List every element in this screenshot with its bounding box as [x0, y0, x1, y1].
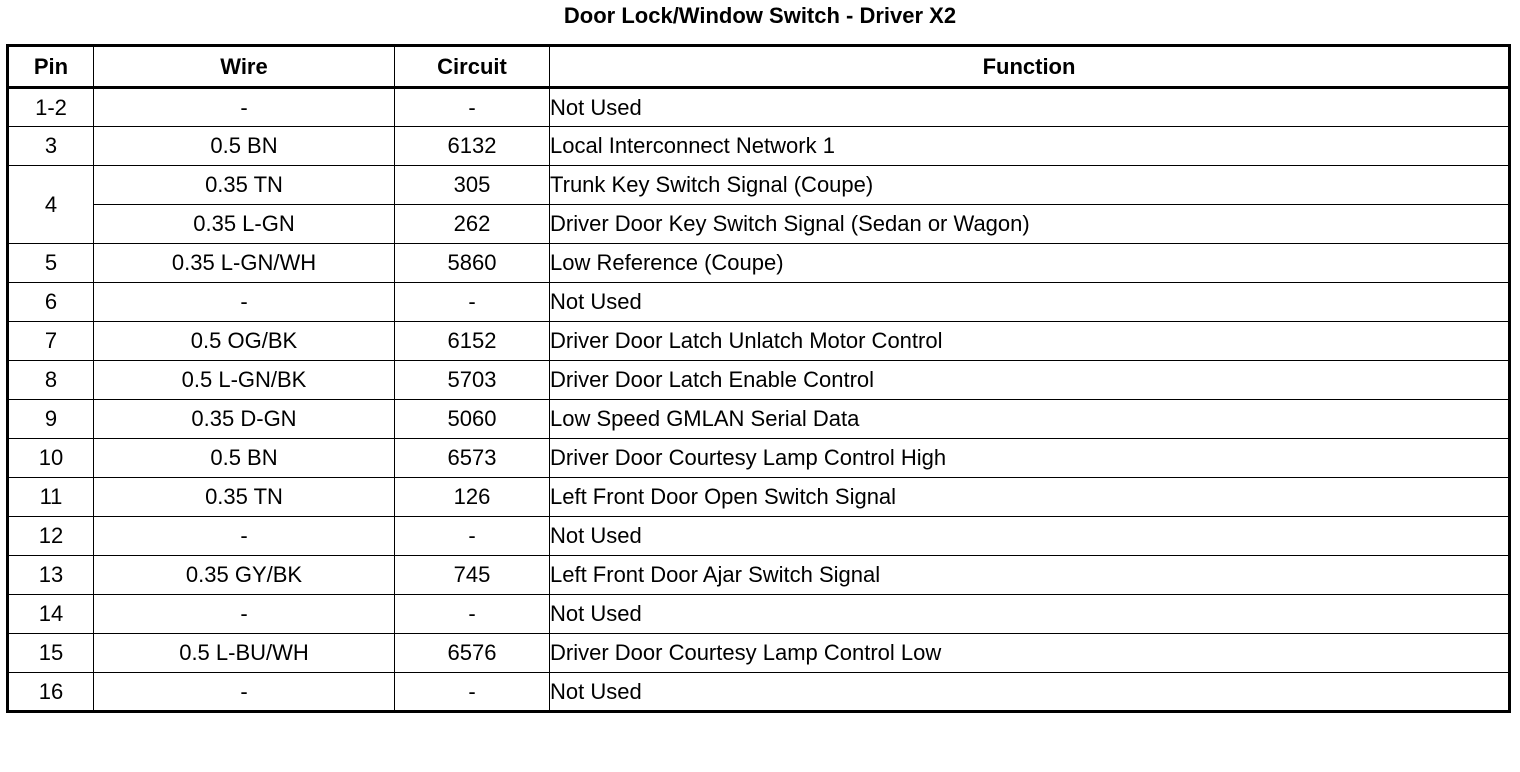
circuit-cell: -	[395, 283, 550, 322]
pin-cell: 6	[8, 283, 94, 322]
function-cell: Not Used	[550, 283, 1510, 322]
table-row	[8, 517, 1510, 556]
pin-cell: 7	[8, 322, 94, 361]
circuit-cell: 6573	[395, 439, 550, 478]
function-cell: Low Speed GMLAN Serial Data	[550, 400, 1510, 439]
wire-cell: -	[94, 283, 395, 322]
circuit-cell: 6576	[395, 634, 550, 673]
wire-cell: -	[94, 517, 395, 556]
table-row	[8, 361, 1510, 400]
document-title: Door Lock/Window Switch - Driver X2	[563, 3, 957, 28]
circuit-cell: 262	[395, 205, 550, 244]
header-circuit: Circuit	[395, 46, 550, 88]
function-cell: Not Used	[550, 88, 1510, 127]
circuit-cell: 5860	[395, 244, 550, 283]
circuit-cell: 5703	[395, 361, 550, 400]
wire-cell: 0.35 TN	[94, 166, 395, 205]
function-cell: Left Front Door Open Switch Signal	[550, 478, 1510, 517]
header-wire: Wire	[94, 46, 395, 88]
function-cell: Not Used	[550, 517, 1510, 556]
function-cell: Driver Door Courtesy Lamp Control Low	[550, 634, 1510, 673]
pin-cell: 12	[8, 517, 94, 556]
pin-cell: 11	[8, 478, 94, 517]
wire-cell: 0.35 GY/BK	[94, 556, 395, 595]
function-cell: Driver Door Latch Enable Control	[550, 361, 1510, 400]
pin-cell: 1-2	[8, 88, 94, 127]
pinout-table	[6, 44, 1511, 713]
table-row	[8, 166, 1510, 205]
wire-cell: -	[94, 673, 395, 712]
table-row	[8, 283, 1510, 322]
header-function: Function	[550, 46, 1510, 88]
wire-cell: 0.5 OG/BK	[94, 322, 395, 361]
function-cell: Driver Door Courtesy Lamp Control High	[550, 439, 1510, 478]
pin-cell: 10	[8, 439, 94, 478]
pin-cell: 9	[8, 400, 94, 439]
wire-cell: 0.5 BN	[94, 127, 395, 166]
function-cell: Left Front Door Ajar Switch Signal	[550, 556, 1510, 595]
circuit-cell: -	[395, 595, 550, 634]
circuit-cell: -	[395, 88, 550, 127]
wire-cell: 0.5 BN	[94, 439, 395, 478]
table-row	[8, 244, 1510, 283]
pin-cell: 16	[8, 673, 94, 712]
table-row	[8, 478, 1510, 517]
function-cell: Not Used	[550, 673, 1510, 712]
circuit-cell: 305	[395, 166, 550, 205]
table-row	[8, 556, 1510, 595]
circuit-cell: 126	[395, 478, 550, 517]
wire-cell: 0.35 L-GN	[94, 205, 395, 244]
table-row	[8, 634, 1510, 673]
wire-cell: -	[94, 88, 395, 127]
wire-cell: 0.5 L-GN/BK	[94, 361, 395, 400]
table-row	[8, 322, 1510, 361]
pin-cell: 8	[8, 361, 94, 400]
pin-cell: 5	[8, 244, 94, 283]
circuit-cell: 6152	[395, 322, 550, 361]
function-cell: Driver Door Key Switch Signal (Sedan or Wagon)	[550, 205, 1510, 244]
table-row	[8, 439, 1510, 478]
function-cell: Not Used	[550, 595, 1510, 634]
circuit-cell: -	[395, 673, 550, 712]
header-pin: Pin	[8, 46, 94, 88]
table-row	[8, 673, 1510, 712]
wire-cell: 0.5 L-BU/WH	[94, 634, 395, 673]
function-cell: Local Interconnect Network 1	[550, 127, 1510, 166]
wire-cell: 0.35 TN	[94, 478, 395, 517]
function-cell: Low Reference (Coupe)	[550, 244, 1510, 283]
pin-cell: 14	[8, 595, 94, 634]
wire-cell: 0.35 D-GN	[94, 400, 395, 439]
circuit-cell: 745	[395, 556, 550, 595]
circuit-cell: 6132	[395, 127, 550, 166]
circuit-cell: 5060	[395, 400, 550, 439]
pin-cell: 13	[8, 556, 94, 595]
pin-cell: 15	[8, 634, 94, 673]
table-row	[8, 595, 1510, 634]
table-row	[8, 127, 1510, 166]
function-cell: Trunk Key Switch Signal (Coupe)	[550, 166, 1510, 205]
table-row	[8, 400, 1510, 439]
wire-cell: -	[94, 595, 395, 634]
pin-cell: 3	[8, 127, 94, 166]
table-row	[8, 205, 1510, 244]
circuit-cell: -	[395, 517, 550, 556]
function-cell: Driver Door Latch Unlatch Motor Control	[550, 322, 1510, 361]
wire-cell: 0.35 L-GN/WH	[94, 244, 395, 283]
pin-cell: 4	[8, 166, 94, 244]
table-row	[8, 88, 1510, 127]
table-header-row	[8, 46, 1510, 88]
